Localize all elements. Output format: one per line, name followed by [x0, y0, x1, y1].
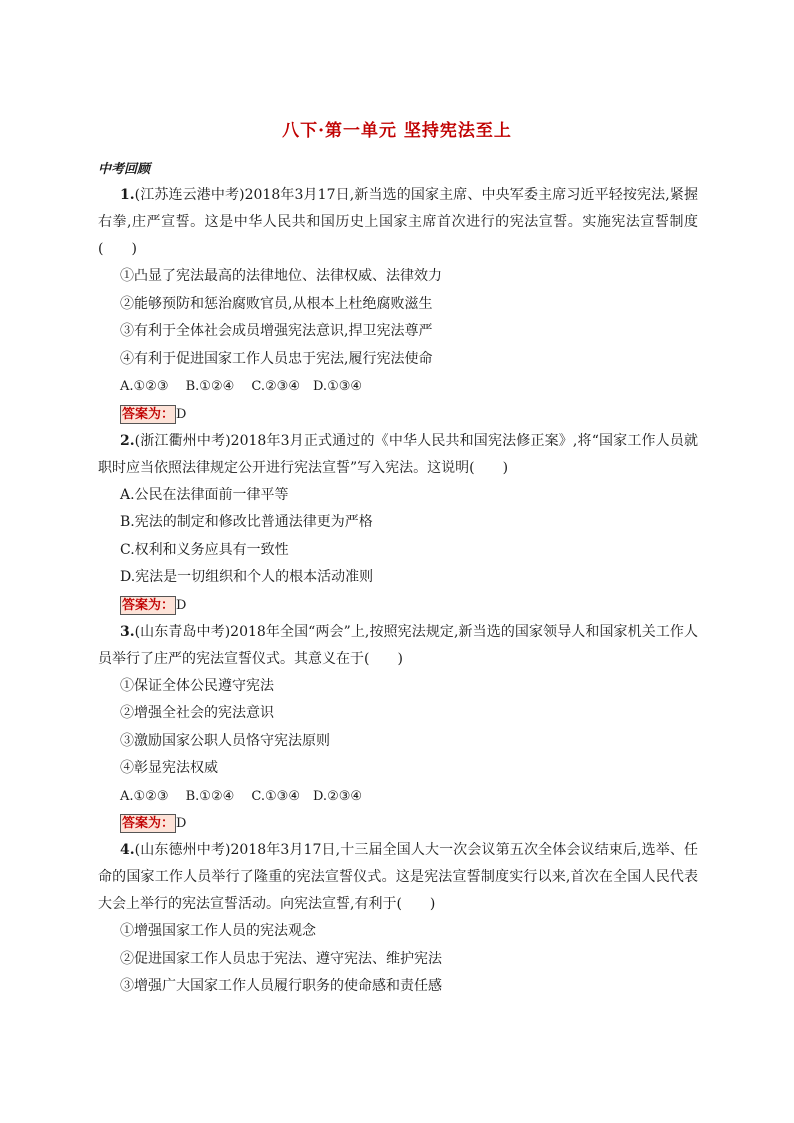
- answer-label: 答案为：: [122, 406, 175, 422]
- question-number: 4.: [120, 842, 135, 858]
- option-2: ②促进国家工作人员忠于宪法、遵守宪法、维护宪法: [120, 950, 442, 967]
- option-a: A.公民在法律面前一律平等: [120, 486, 289, 503]
- answer-line: [98, 810, 698, 837]
- option-2: ②能够预防和惩治腐败官员,从根本上杜绝腐败滋生: [120, 295, 433, 312]
- answer-line: [98, 401, 698, 428]
- option-4: ④有利于促进国家工作人员忠于宪法,履行宪法使命: [120, 350, 433, 367]
- option-4: ④彰显宪法权威: [120, 760, 218, 776]
- option-3: ③增强广大国家工作人员履行职务的使命感和责任感: [120, 978, 442, 994]
- answer-choices: A.①②③ B.①②④ C.②③④ D.①③④: [120, 379, 363, 394]
- answer-line: [98, 592, 698, 619]
- question-list: [98, 182, 698, 1001]
- question-stem: (山东德州中考)2018年3月17日,十三届全国人大一次会议第五次全体会议结束后,选举、任命的国家工作人员举行了隆重的宪法宣誓仪式。这是宪法宣誓制度实行以来,首次在全国人民代表大会上举行的宪法宣誓活动。向宪法宣誓,有利于( ): [98, 842, 698, 912]
- question-stem: (山东青岛中考)2018年全国“两会”上,按照宪法规定,新当选的国家领导人和国家机关工作人员举行了庄严的宪法宣誓仪式。其意义在于( ): [98, 623, 698, 667]
- question-2: [98, 428, 698, 619]
- option-2: ②增强全社会的宪法意识: [120, 705, 274, 721]
- answer-label: 答案为：: [122, 816, 175, 831]
- option-d: D.宪法是一切组织和个人的根本活动准则: [120, 569, 374, 585]
- option-3: ③有利于全体社会成员增强宪法意识,捍卫宪法尊严: [120, 323, 433, 339]
- option-3: ③激励国家公职人员恪守宪法原则: [120, 732, 330, 749]
- question-number: 3.: [120, 623, 135, 640]
- answer-value: D: [176, 406, 187, 422]
- question-number: 1.: [120, 187, 135, 203]
- answer-choices: A.①②③ B.①②④ C.①③④ D.②③④: [120, 788, 363, 804]
- question-4: [98, 837, 698, 1001]
- section-heading: 中考回顾: [98, 162, 151, 177]
- option-1: ①增强国家工作人员的宪法观念: [120, 923, 316, 939]
- option-1: ①保证全体公民遵守宪法: [120, 677, 274, 694]
- answer-value: D: [176, 597, 187, 613]
- question-3: [98, 619, 698, 838]
- question-stem: (浙江衢州中考)2018年3月正式通过的《中华人民共和国宪法修正案》,将“国家工作人员就职时应当依照法律规定公开进行宪法宣誓”写入宪法。这说明( ): [98, 432, 698, 476]
- option-b: B.宪法的制定和修改比普通法律更为严格: [120, 514, 373, 530]
- answer-label: 答案为：: [122, 597, 175, 613]
- question-1: [98, 182, 698, 428]
- question-number: 2.: [120, 432, 135, 449]
- option-1: ①凸显了宪法最高的法律地位、法律权威、法律效力: [120, 268, 442, 284]
- option-c: C.权利和义务应具有一致性: [120, 541, 289, 558]
- answer-value: D: [176, 816, 187, 831]
- question-stem: (江苏连云港中考)2018年3月17日,新当选的国家主席、中央军委主席习近平轻按宪法,紧握右拳,庄严宣誓。这是中华人民共和国历史上国家主席首次进行的宪法宣誓。实施宪法宣誓制度( ): [98, 187, 698, 257]
- page-title: 八下·第一单元 坚持宪法至上: [282, 121, 512, 141]
